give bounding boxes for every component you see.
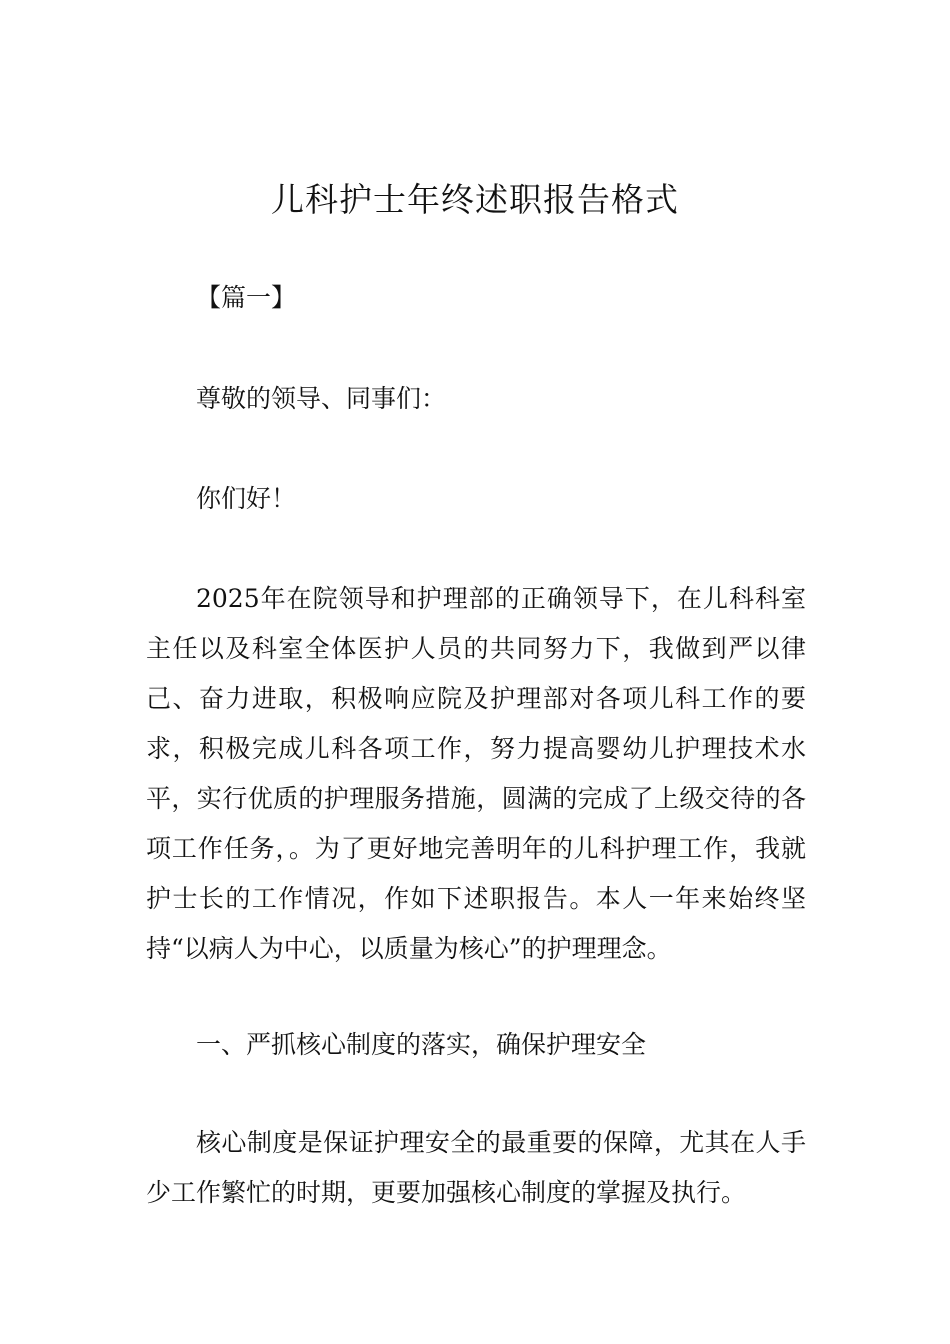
section-marker: 【篇一】 [196,283,297,312]
body-paragraph-2: 核心制度是保证护理安全的最重要的保障，尤其在人手少工作繁忙的时期，更要加强核心制度的掌握及执行。 [146,1128,806,1207]
body-paragraph-1: 2025年在院领导和护理部的正确领导下，在儿科科室主任以及科室全体医护人员的共同努力下，我做到严以律己、奋力进取，积极响应院及护理部对各项儿科工作的要求，积极完成儿科各项工作，努力提高婴幼儿护理技术水平，实行优质的护理服务措施，圆满的完成了上级交待的各项工作任务，。为了更好地完善明年的儿科护理工作，我就护士长的工作情况，作如下述职报告。本人一年来始终坚持“以病人为中心，以质量为核心”的护理理念。 [146,584,806,963]
salutation: 尊敬的领导、同事们： [196,384,447,413]
section-heading-1: 一、严抓核心制度的落实，确保护理安全 [196,1030,647,1059]
greeting: 你们好！ [196,484,297,513]
document-title: 儿科护士年终述职报告格式 [271,180,679,219]
